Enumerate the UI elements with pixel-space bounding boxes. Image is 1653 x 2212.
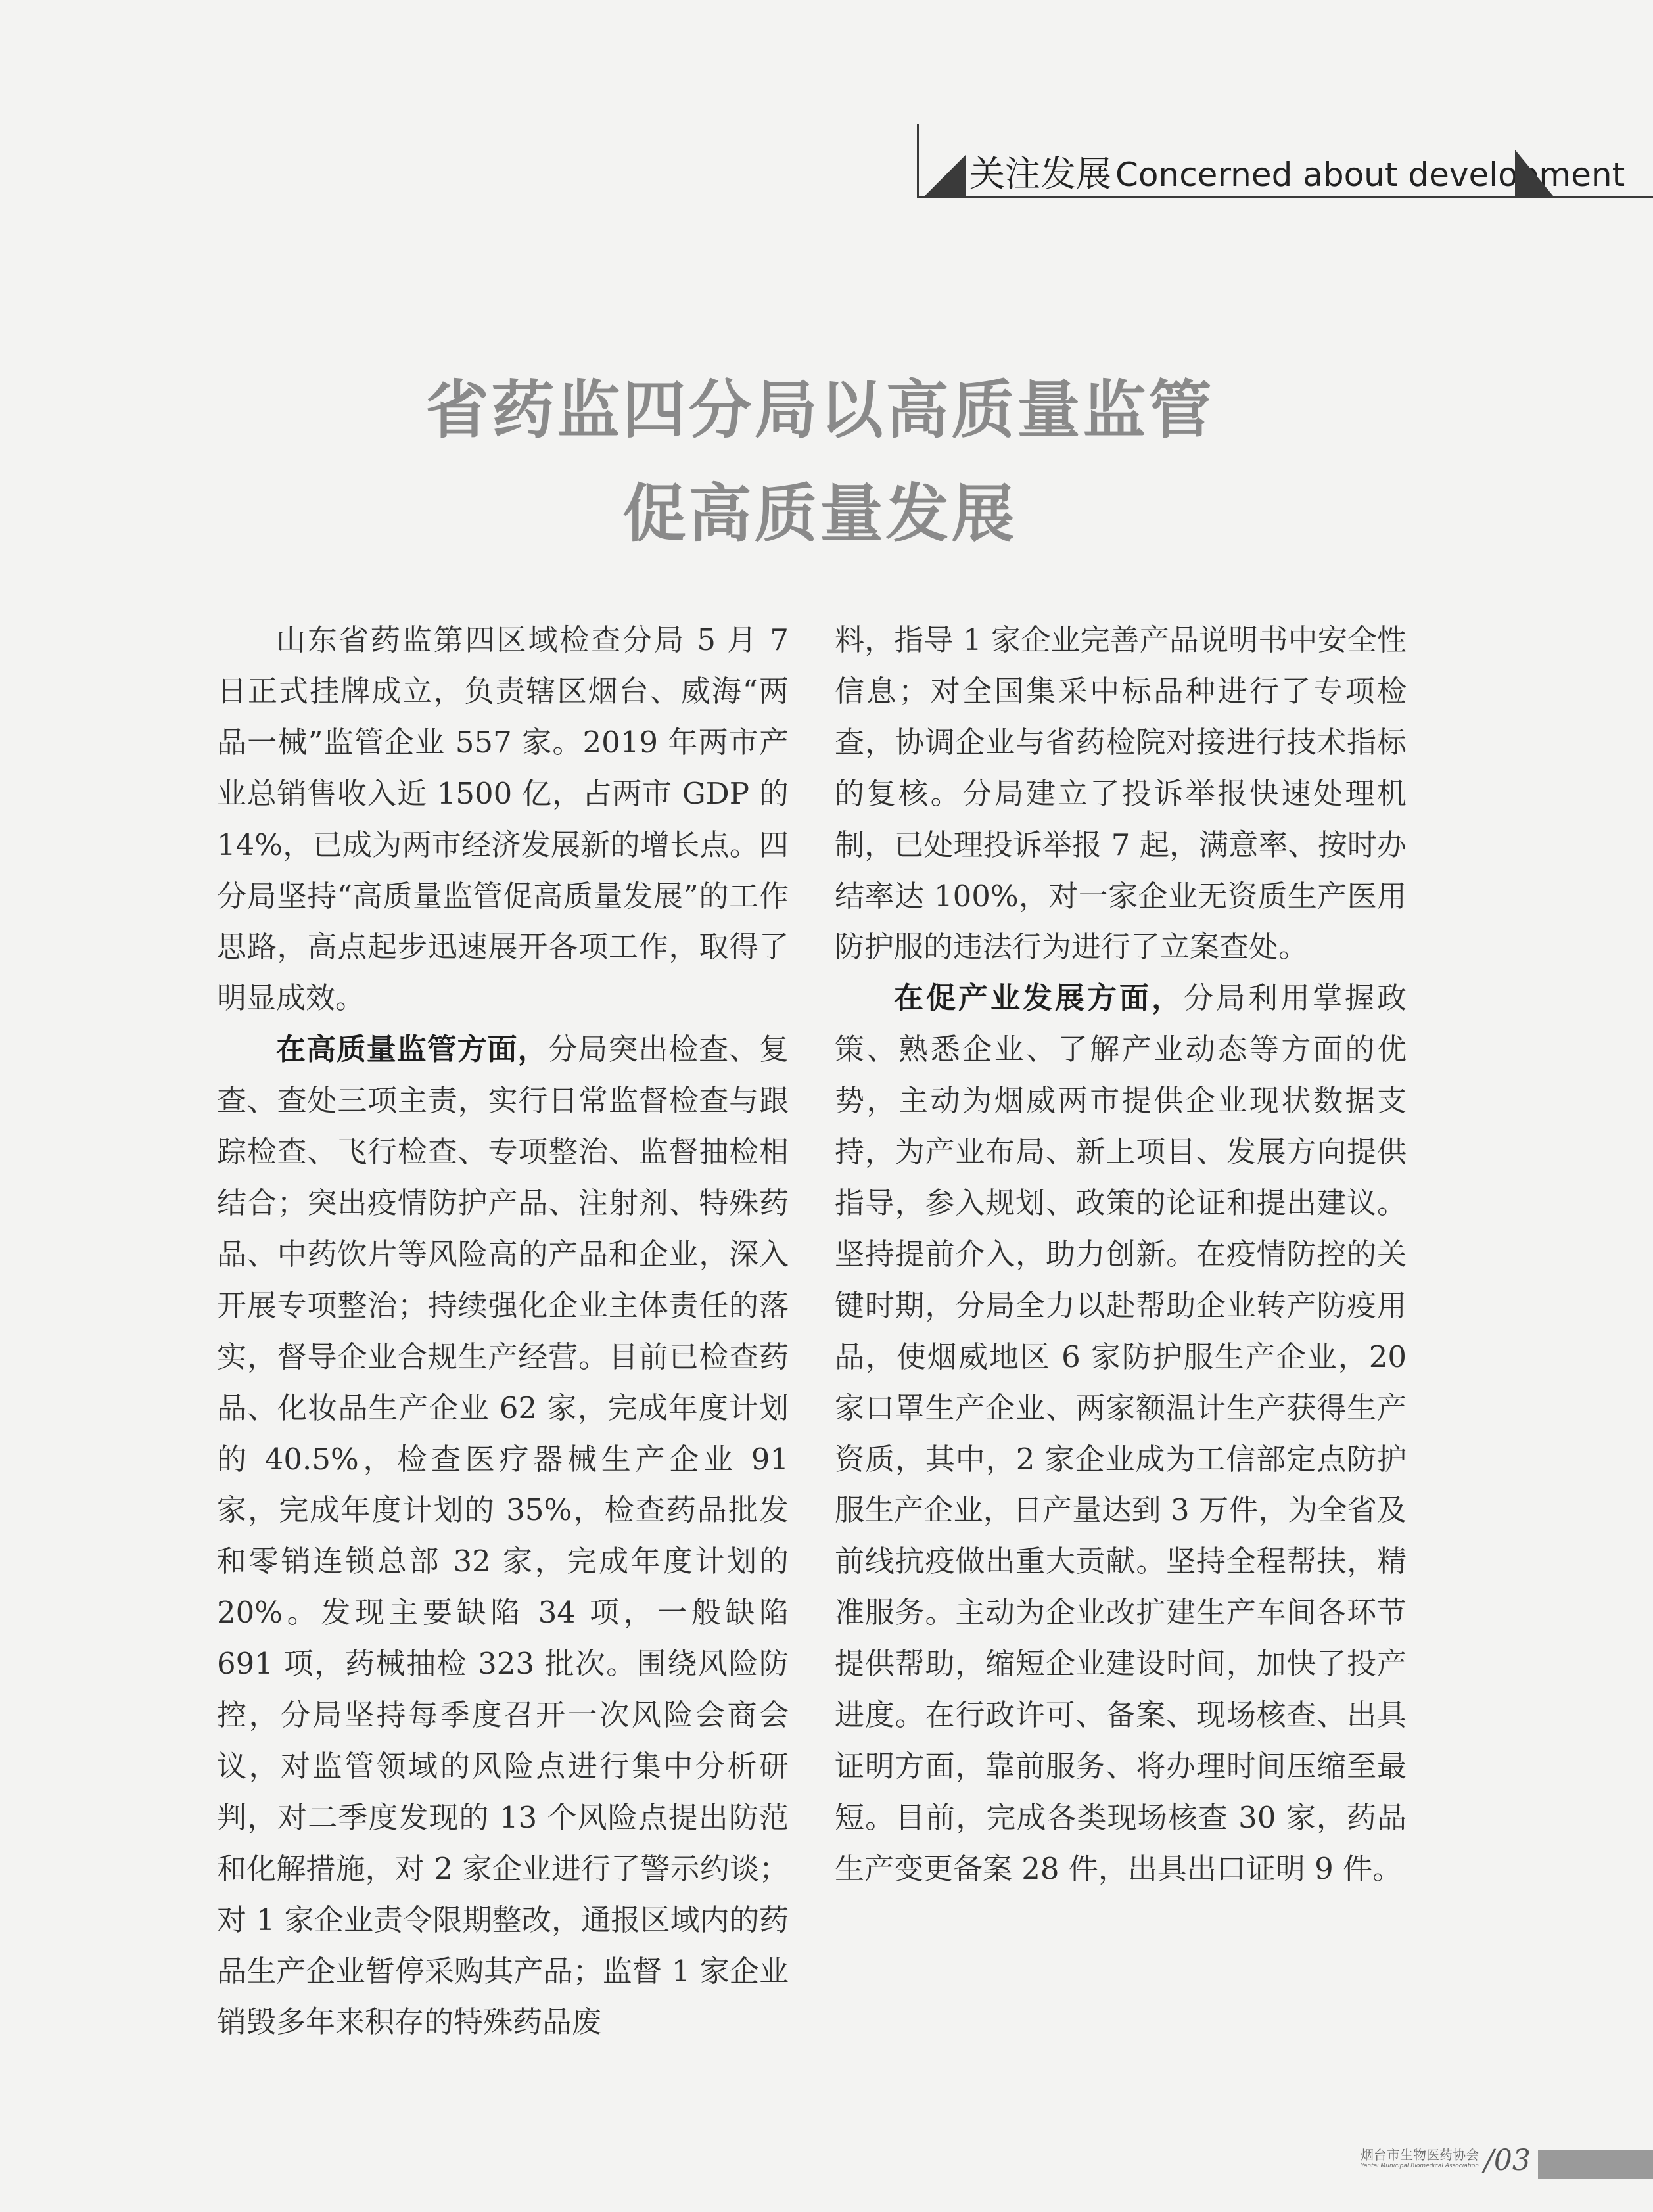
- paragraph-intro: 山东省药监第四区域检查分局 5 月 7 日正式挂牌成立，负责辖区烟台、威海“两品一械”监管企业 557 家。2019 年两市产业总销售收入近 1500 亿，占两市 GDP 的 14%，已成为两市经济发展新的增长点。四分局坚持“高质量监管促高质量发展”的工作思路，高点起步迅速展开各项工作，取得了明显成效。: [217, 622, 789, 1016]
- section-name-en: Concerned about development: [1115, 156, 1625, 194]
- paragraph-supervision: [217, 1024, 789, 2048]
- paragraph-industry-text: 分局利用掌握政策、熟悉企业、了解产业动态等方面的优势，主动为烟威两市提供企业现状数据支持，为产业布局、新上项目、发展方向提供指导，参入规划、政策的论证和提出建议。坚持提前介入，助力创新。在疫情防控的关键时期，分局全力以赴帮助企业转产防疫用品，使烟威地区 6 家防护服生产企业，20 家口罩生产企业、两家额温计生产获得生产资质，其中，2 家企业成为工信部定点防护服生产企业，日产量达到 3 万件，为全省及前线抗疫做出重大贡献。坚持全程帮扶，精准服务。主动为企业改扩建生产车间各环节提供帮助，缩短企业建设时间，加快了投产进度。在行政许可、备案、现场核查、出具证明方面，靠前服务、将办理时间压缩至最短。目前，完成各类现场核查 30 家，药品生产变更备案 28 件，出具出口证明 9 件。: [835, 980, 1407, 1886]
- header-triangle-icon: [925, 155, 966, 196]
- left-column: [217, 614, 789, 2048]
- paragraph-industry-lead: 在促产业发展方面，: [894, 980, 1184, 1016]
- footer-bar: [1538, 2150, 1653, 2179]
- section-header: [917, 124, 1653, 204]
- article-title-line-1: 省药监四分局以高质量监管: [425, 373, 1215, 447]
- footer-org-en: Yantai Municipal Biomedical Association: [1361, 2163, 1479, 2169]
- header-divider: [917, 124, 919, 196]
- right-column: [835, 614, 1407, 1895]
- header-arrow-icon: [1515, 150, 1553, 196]
- paragraph-industry: [835, 973, 1407, 1894]
- paragraph-supervision-lead: 在高质量监管方面，: [276, 1032, 548, 1067]
- footer-org-cn: 烟台市生物医药协会: [1361, 2147, 1479, 2163]
- section-name-cn: 关注发展: [969, 153, 1111, 195]
- paragraph-supervision-continued: 料，指导 1 家企业完善产品说明书中安全性信息；对全国集采中标品种进行了专项检查，协调企业与省药检院对接进行技术指标的复核。分局建立了投诉举报快速处理机制，已处理投诉举报 7 起，满意率、按时办结率达 100%，对一家企业无资质生产医用防护服的违法行为进行了立案查处。: [835, 622, 1407, 965]
- footer-organization: [1334, 2148, 1479, 2170]
- page-number: /03: [1484, 2144, 1531, 2177]
- header-rule: [917, 196, 1653, 198]
- article-title-line-2: 促高质量发展: [622, 477, 1017, 551]
- paragraph-supervision-text: 分局突出检查、复查、查处三项主责，实行日常监督检查与跟踪检查、飞行检查、专项整治、监督抽检相结合；突出疫情防护产品、注射剂、特殊药品、中药饮片等风险高的产品和企业，深入开展专项整治；持续强化企业主体责任的落实，督导企业合规生产经营。目前已检查药品、化妆品生产企业 62 家，完成年度计划的 40.5%，检查医疗器械生产企业 91 家，完成年度计划的 35%，检查药品批发和零销连锁总部 32 家，完成年度计划的 20%。发现主要缺陷 34 项，一般缺陷 691 项，药械抽检 323 批次。围绕风险防控，分局坚持每季度召开一次风险会商会议，对监管领域的风险点进行集中分析研判，对二季度发现的 13 个风险点提出防范和化解措施，对 2 家企业进行了警示约谈；对 1 家企业责令限期整改，通报区域内的药品生产企业暂停采购其产品；监督 1 家企业销毁多年来积存的特殊药品废: [217, 1032, 789, 2040]
